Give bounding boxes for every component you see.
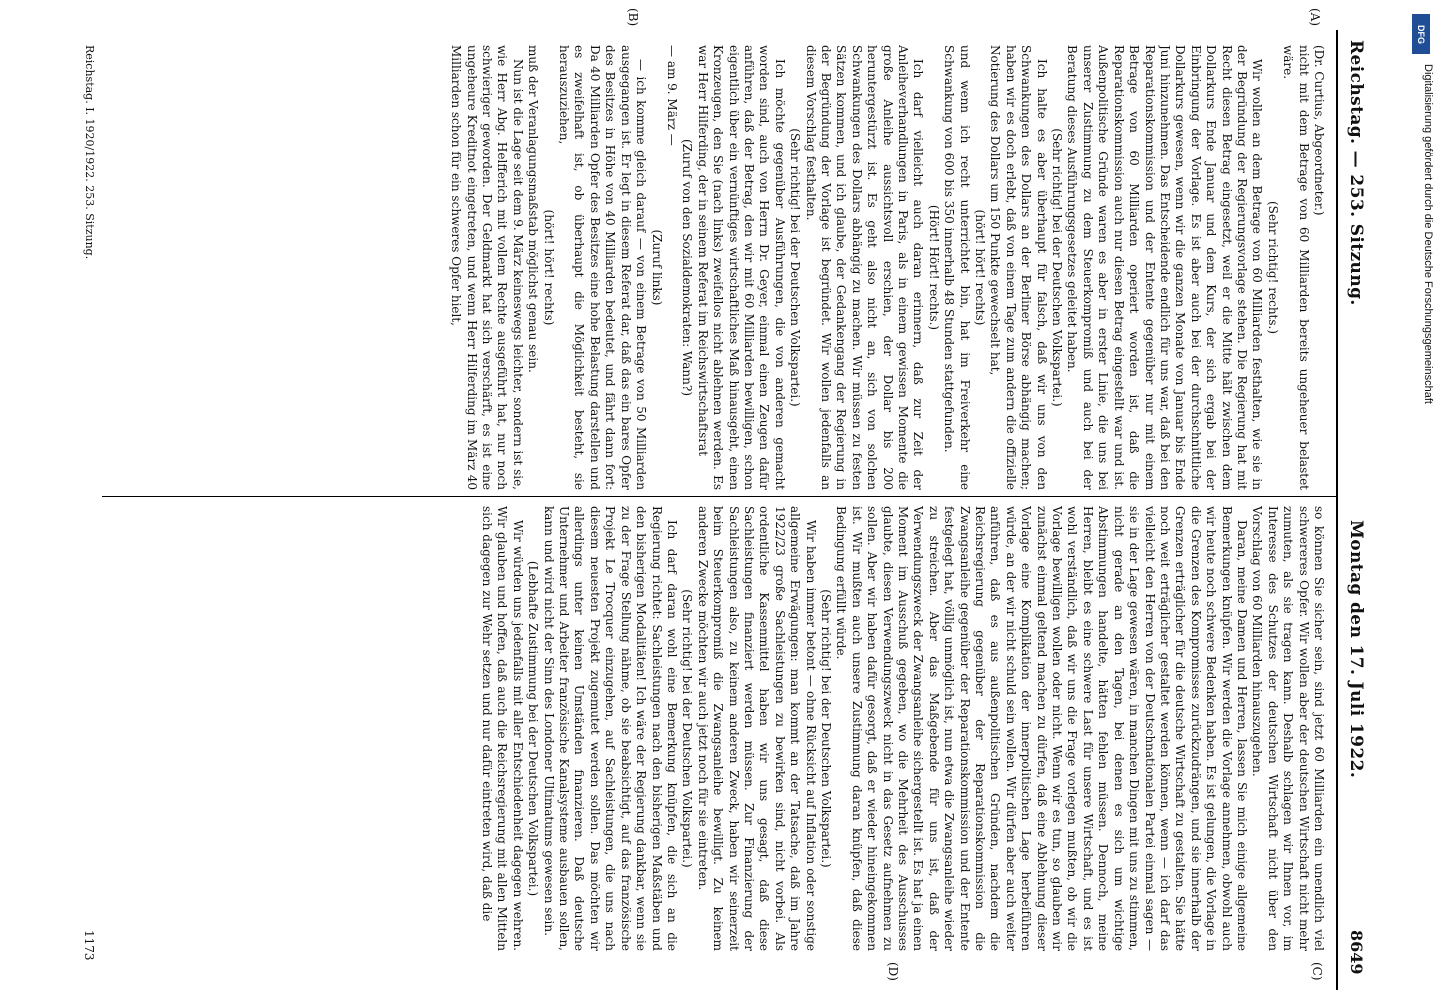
paragraph: so können Sie sicher sein, sind jetzt 60 Milliarden ein unendlich viel schwereres Opfer. Wir wollen aber der deutschen Wirtschaft nicht mehr zumuten, als sie tragen kann. Deshalb schlagen wir Ihnen vor, im Interesse des Schutzes der deutschen Wirtschaft nicht über den Vorschlag von 60 Milliarden hinauszugehen. — [1250, 506, 1326, 951]
paragraph: Ich möchte gegenüber Ausführungen, die von anderen gemacht worden sind, auch von Herrn Dr. Geyer, einmal einen Zeugen dafür anführen, daß der Betrag, den wir mit 60 Milliarden bewilligen, schon eigentlich über ein vernünftiges wirtschaftliches Maß hinausgeht, einen Kronzeugen, den Sie (nach links) zweifellos nicht ablehnen werden. Es war Herr Hilferding, der in seinem Referat im Reichswirtschaftsrat — [695, 45, 787, 490]
header-right: Montag den 17. Juli 1922. — [1346, 520, 1366, 779]
paragraph: Nun ist die Lage seit dem 9. März keineswegs leichter, sondern ist sie, wie Herr Abg. Helfferich mit vollem Rechte ausgeführt hat, nur noch schwieriger geworden. Der Geldmarkt hat sich verschärft, es ist eine ungeheure Kreditnot eingetreten, und wenn Herr Hilferding im März 40 Milliarden schon für ein schweres Opfer hielt, — [449, 45, 525, 490]
paragraph: — am 9. März — — [664, 45, 679, 146]
margin-marker-a: (A) — [1308, 8, 1322, 27]
text-column-right — [102, 506, 1326, 951]
digitization-sidebar — [1410, 8, 1434, 992]
column-divider — [102, 496, 1338, 497]
paragraph: Wir würden uns jedenfalls mit aller Entschiedenheit dagegen wehren. Wir glauben und hoffen, daß auch die Reichsregierung mit allen Mitteln sich dagegen zur Wehr setzen und nur dafür eintreten wird, daß die — [480, 506, 525, 951]
interjection: (Sehr richtig! bei der Deutschen Volkspartei.) — [1050, 128, 1065, 407]
paragraph: Ich darf vielleicht auch daran erinnern, daß zur Zeit der Anleiheverhandlungen in Paris, als in einem gewissen Momente die große Anleihe aussichtsvoll erschien, der Dollar bis 200 heruntergestürzt ist. Es geht also nicht an, sich von solchen Schwankungen des Dollars abhängig zu machen. Wir müssen zu festen Sätzen kommen, und ich glaube, der Gedankengang der Regierung in der Begründung der Vorlage ist begründet. Wir wollen jedenfalls an diesem Vorschlag festhalten. — [803, 45, 926, 490]
footer-citation: Reichstag. I. 1920/1922. 253. Sitzung. — [83, 45, 96, 260]
margin-marker-b: (B) — [626, 8, 640, 27]
interjection: (Sehr richtig! bei der Deutschen Volkspartei.) — [819, 589, 833, 868]
rotated-document — [20, 0, 1400, 1000]
paragraph: nicht mit dem Betrage von 60 Milliarden bereits ungeheuer belastet wäre. — [1281, 45, 1311, 490]
paragraph: und wenn ich recht unterrichtet bin, hat im Freiverkehr eine Schwankung von 600 bis 350 innerhalb 48 Stunden stattgefunden. — [942, 45, 972, 490]
paragraph: muß der Veranlagungsmaßstab möglichst genau sein. — [526, 45, 541, 373]
paragraph: Wir haben immer betont — ohne Rücksicht auf Inflation oder sonstige allgemeine Erwägungen: man kommt an der Tatsache, daß im Jahre 1922/23 große Sachleistungen zu bewirken sind, nicht vorbei. Als ordentliche Kassenmittel haben wir uns gesagt, daß diese Sachleistungen finanziert werden müssen. Zur Finanzierung der Sachleistungen also, zu keinem anderen Zweck, haben wir seinerzeit beim Steuerkompromiß die Zwangsanleihe bewilligt. Zu keinem anderen Zwecke möchten wir auch jetzt noch für sie eintreten. — [695, 506, 818, 951]
interjection: (hört! hört! rechts) — [541, 209, 556, 326]
interjection: (Sehr richtig! bei der Deutschen Volkspartei.) — [788, 128, 803, 407]
paragraph: — ich komme gleich darauf — von einem Betrage von 50 Milliarden ausgegangen ist. Er legt in diesem Referat dar, daß das ein bares Opfer des Besitzes in Höhe von 40 Milliarden bedeutet, und fährt dann fort: Da 40 Milliarden Opfer des Besitzes eine hohe Belastung darstellen und es zweifelhaft ist, ob überhaupt die Möglichkeit besteht, sie herauszuziehen, — [557, 45, 649, 490]
page-header — [1330, 0, 1400, 1000]
paragraph: Ich halte es aber überhaupt für falsch, daß wir uns von den Schwankungen des Dollars an der Berliner Börse abhängig machen; haben wir es doch erlebt, daß von einem Tage zum andern die offizielle Notierung des Dollars um 150 Punkte gewechselt hat, — [988, 45, 1049, 490]
margin-marker-c: (C) — [1310, 962, 1324, 981]
interjection: (Zuruf von den Sozialdemokraten: Wann?) — [680, 138, 695, 396]
header-rule — [1336, 30, 1338, 990]
paragraph: (Dr. Curtius, Abgeordneter.) — [1312, 45, 1326, 216]
dfg-logo-text: DFG — [1416, 24, 1426, 44]
paragraph: Wir wollen an dem Betrage von 60 Milliarden festhalten, wie sie in der Begründung der Regierungsvorlage stehen. Die Regierung hat mit Recht diesen Betrag eingesetzt, weil er die Mitte hält zwischen dem Dollarkurs Ende Januar und dem Kurs, der sich ergab bei der Einbringung der Vorlage. Es ist aber auch bei der durchschnittliche Dollarkurs gewesen, wenn wir die ganzen Monate von Januar bis Ende Juni hinzunehmen. Das Entscheidende endlich für uns war, daß bei den Reparationskommission und der Entente gegenüber nur mit einem Betrage von 60 Milliarden operiert worden ist, daß die Reparationskommission auch nur diesen Betrag eingestellt war und ist. Außenpolitische Gründe waren es aber in erster Linie, die uns bei unserer Zustimmung zu dem Steuerkompromiß und auch bei der Beratung dieses Ausführungsgesetzes geleitet haben. — [1065, 45, 1265, 490]
dfg-logo — [1412, 14, 1430, 54]
paragraph: Ich darf daran wohl eine Bemerkung knüpfen, die sich an die Regierung richtet: Sachleistungen nach den bisherigen Maßstäben und den bisherigen Modalitäten! Ich wäre der Regierung dankbar, wenn sie zu der Frage Stellung nähme, ob sie beabsichtigt, auf das französische Projekt Le Trocquer einzugehen, auf Sachleistungen, die uns nach diesem neuesten Projekt zugemutet werden sollen. Das möchten wir allerdings unter keinen Umständen finanzieren. Daß deutsche Unternehmer und Arbeiter französische Kanalsysteme ausbauen sollen, kann und wird nicht der Sinn des Londoner Ultimatums gewesen sein. — [541, 506, 679, 951]
interjection: (Hört! Hört! rechts.) — [926, 204, 941, 331]
interjection: (Sehr richtig! bei der Deutschen Volkspartei.) — [680, 589, 695, 868]
interjection: (hört! hört! rechts) — [973, 209, 988, 326]
interjection: (Sehr richtig! rechts.) — [1265, 200, 1280, 335]
footer-page-number: 1173 — [82, 930, 96, 961]
interjection: (Lebhafte Zustimmung bei der Deutschen Volkspartei.) — [526, 560, 541, 897]
header-page-number: 8649 — [1347, 930, 1366, 975]
margin-marker-d: (D) — [886, 962, 900, 981]
header-left: Reichstag. — 253. Sitzung. — [1346, 40, 1366, 306]
interjection: (Zuruf links) — [649, 229, 664, 306]
digitization-note: Digitalisierung gefördert durch die Deutsche Forschungsgemeinschaft — [1422, 64, 1434, 404]
text-column-left — [102, 45, 1326, 490]
paragraph: Daran, meine Damen und Herren, lassen Sie mich einige allgemeine Bemerkungen knüpfen. Wir werden die Vorlage annehmen, obwohl auch wir heute noch schwere Bedenken haben. Es ist gelungen, die Vorlage in die Grenzen des Kompromisses zurückzudrängen, und sie innerhalb der Grenzen erträglicher für die deutsche Wirtschaft zu gestalten. Sie hätte noch weit erträglicher gestaltet werden können, wenn — ich darf das vielleicht den Herren von der Deutschnationalen Partei einmal sagen — sie in der Lage gewesen wären, in manchen Dingen mit uns zu stimmen, nicht gerade an den Tagen, bei denen es sich um wichtige Abstimmungen handelte, hätten fehlen müssen. Dennoch, meine Herren, bleibt es eine schwere Last für unsere Wirtschaft, und es ist wohl verständlich, daß wir uns die Frage vorlegen mußten, ob wir die Vorlage bewilligen wollen oder nicht. Wenn wir es tun, so glauben wir zunächst einmal geltend machen zu dürfen, daß eine Ablehnung dieser Vorlage eine Komplikation der innerpolitischen Lage herbeiführen würde, an der wir nicht schuld sein wollen. Wir dürfen aber auch weiter anführen, daß es aus außenpolitischen Gründen, nachdem die Reichsregierung gegenüber der Reparationskommission die Zwangsanleihe gegenüber der Reparationskommission und der Entente festgelegt hat, völlig unmöglich ist, nun etwa die Zwangsanleihe wieder zu streichen. Aber das Maßgebende für uns ist, daß der Verwendungszweck der Zwangsanleihe sichergestellt ist. Es hat ja einen Moment im Ausschuß gegeben, wo die Mehrheit des Ausschusses glaubte, diesen Verwendungszweck nicht in das Gesetz aufnehmen zu sollen. Aber wir haben dafür gesorgt, daß er wieder hineingekommen ist. Wir mußten auch unsere Zustimmung daran knüpfen, daß diese Bedingung erfüllt würde. — [834, 506, 1249, 951]
